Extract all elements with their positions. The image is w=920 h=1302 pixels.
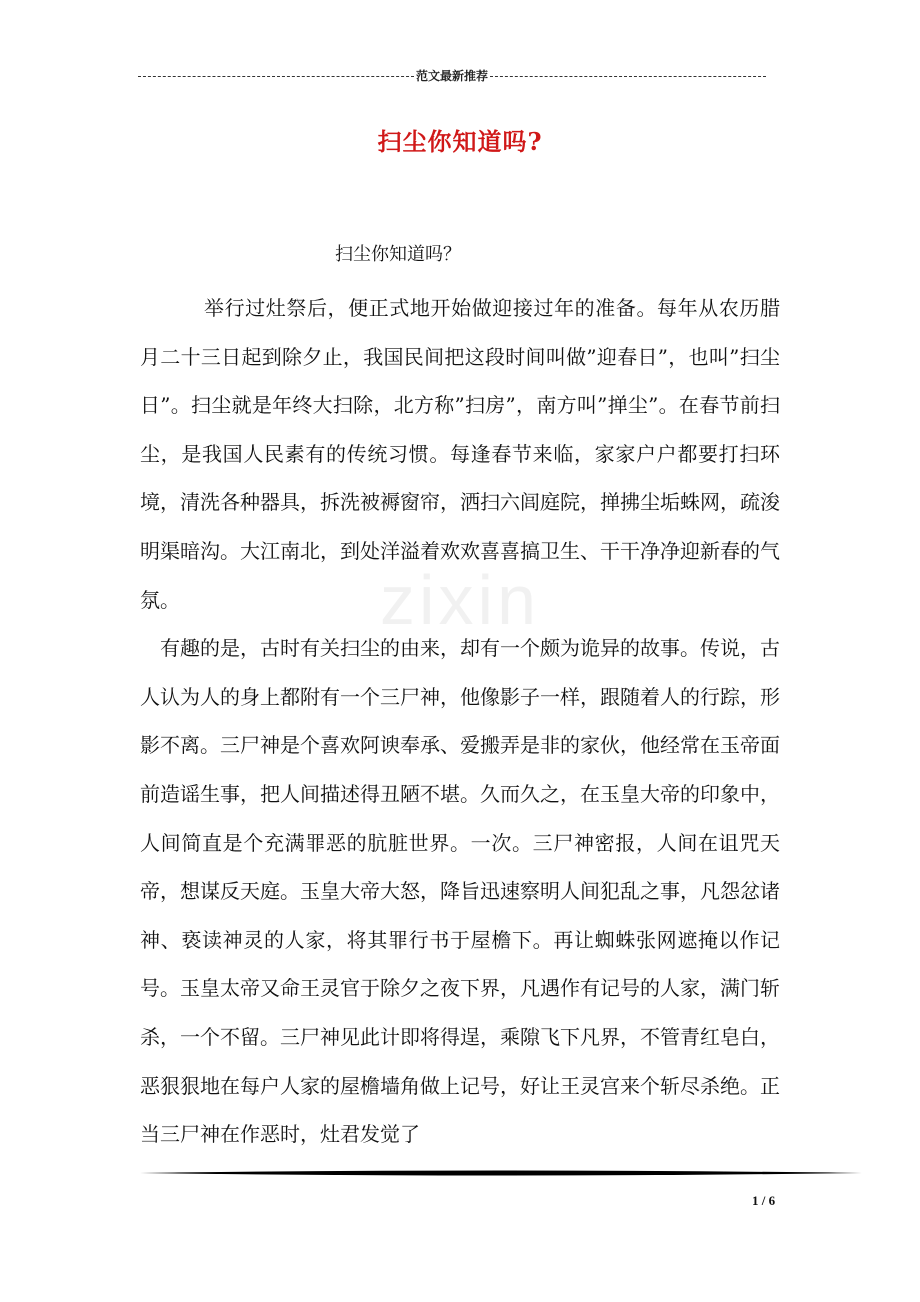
- header-label: 范文最新推荐: [416, 69, 489, 83]
- document-body: [140, 284, 780, 1159]
- page-number: 1 / 6: [752, 1193, 776, 1208]
- watermark: zixin: [380, 561, 541, 639]
- document-title: 扫尘你知道吗?: [377, 127, 543, 156]
- footer-rule: [140, 1168, 862, 1178]
- paragraph-intro: 举行过灶祭后，便正式地开始做迎接过年的准备。每年从农历腊月二十三日起到除夕止，我国民间把这段时间叫做”迎春日”，也叫”扫尘日”。扫尘就是年终大扫除，北方称”扫房”，南方叫”掸尘”。在春节前扫尘，是我国人民素有的传统习惯。每逢春节来临，家家户户都要打扫环境，清洗各种器具，拆洗被褥窗帘，洒扫六闾庭院，掸拂尘垢蛛网，疏浚明渠暗沟。大江南北，到处洋溢着欢欢喜喜搞卫生、干干净净迎新春的气氛。: [140, 296, 780, 612]
- page-header: [138, 66, 766, 86]
- paragraph-legend: 有趣的是，古时有关扫尘的由来，却有一个颇为诡异的故事。传说，古人认为人的身上都附有一个三尸神，他像影子一样，跟随着人的行踪，形影不离。三尸神是个喜欢阿谀奉承、爱搬弄是非的家伙，他经常在玉帝面前造谣生事，把人间描述得丑陋不堪。久而久之，在玉皇大帝的印象中，人间简直是个充满罪恶的肮脏世界。一次。三尸神密报，人间在诅咒天帝，想谋反天庭。玉皇大帝大怒，降旨迅速察明人间犯乱之事，凡怨忿诸神、亵读神灵的人家，将其罪行书于屋檐下。再让蜘蛛张网遮掩以作记号。玉皇太帝又命王灵官于除夕之夜下界，凡遇作有记号的人家，满门斩杀，一个不留。三尸神见此计即将得逞，乘隙飞下凡界，不管青红皂白，恶狠狠地在每户人家的屋檐墙角做上记号，好让王灵宫来个斩尽杀绝。正当三尸神在作恶时，灶君发觉了: [140, 636, 780, 1147]
- header-dashes-left: [138, 76, 414, 77]
- document-subtitle: 扫尘你知道吗？: [335, 244, 461, 265]
- header-dashes-right: [490, 76, 766, 77]
